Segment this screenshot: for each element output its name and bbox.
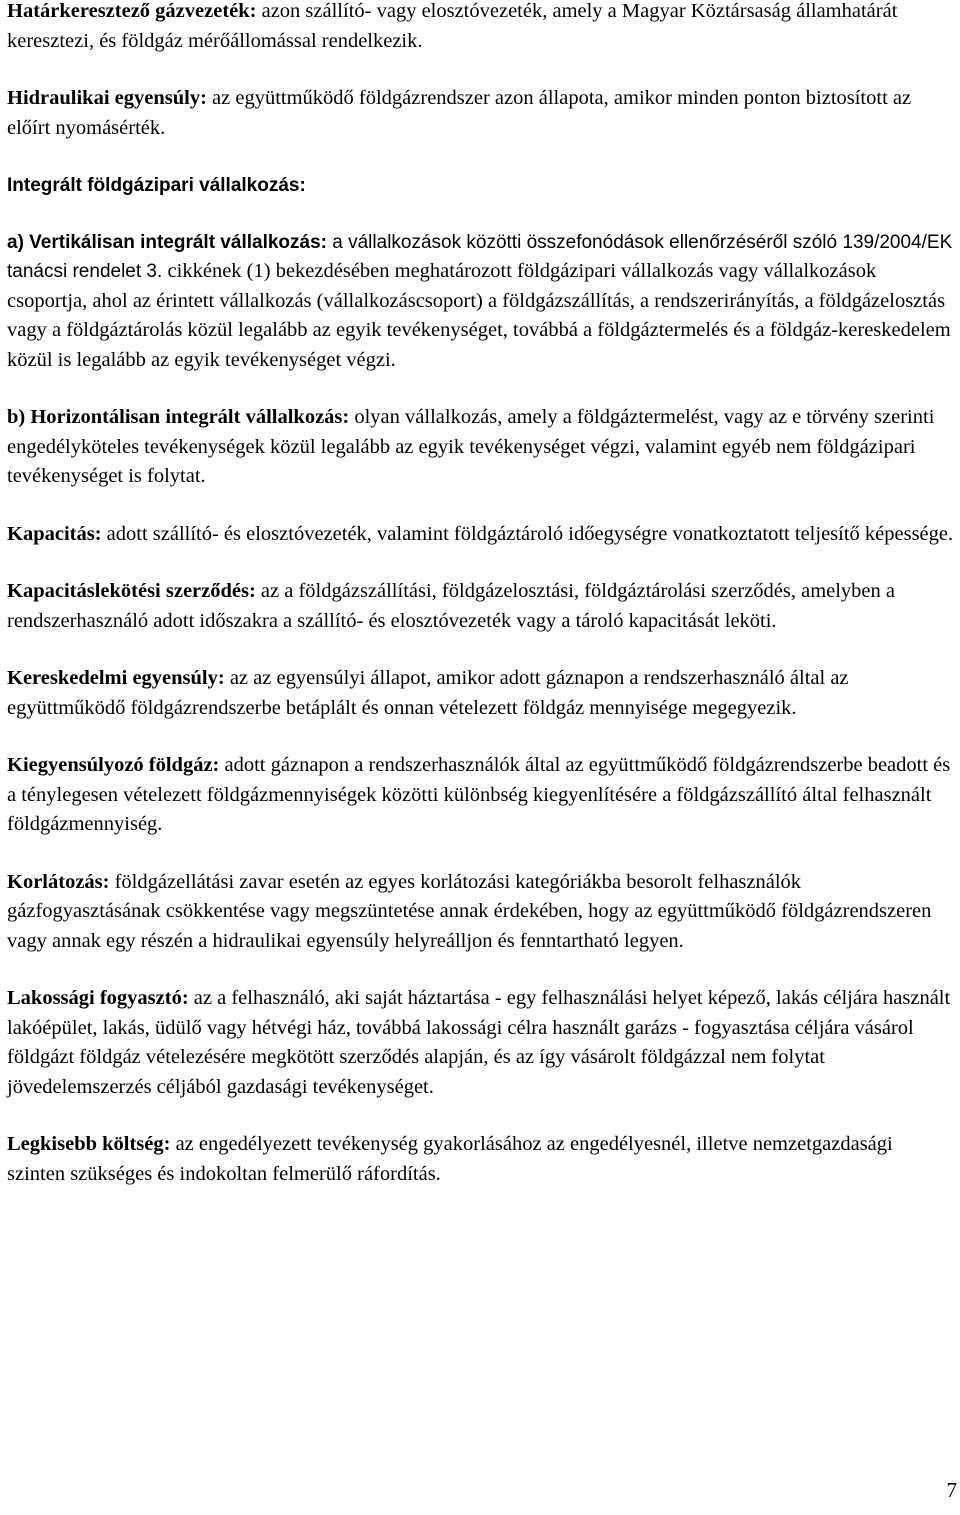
subdefinition-a — [7, 228, 955, 376]
document-page — [7, 0, 955, 1217]
section-heading — [7, 171, 955, 201]
definition-lakossagi-fogyaszto — [7, 984, 955, 1102]
definition-kapacitaslekotesi-szerzodes — [7, 577, 955, 636]
definition-text: földgázellátási zavar esetén az egyes korlátozási kategóriákba besorolt felhasználók gázfogyasztásának csökkentése vagy megszüntetése annak érdekében, hogy az együttműködő földgázrendszeren vagy annak egy részén a hidraulikai egyensúly helyreálljon és fenntartható legyen. — [7, 870, 932, 952]
definition-text: adott gáznapon a rendszerhasználók által az együttműködő földgázrendszerbe beadott és a ténylegesen vételezett földgázmennyiségek közötti különbség kiegyenlítésére a földgázszállító által felhasznált földgázmennyiség. — [7, 754, 951, 835]
definition-paragraph — [7, 84, 955, 143]
definition-text: az engedélyezett tevékenység gyakorlásához az engedélyesnél, illetve nemzetgazdasági szinten szükséges és indokoltan felmerülő ráfordítás. — [7, 1133, 893, 1185]
definition-integralt-foldgazipari-vallalkozas — [7, 171, 955, 375]
page-number: 7 — [946, 1478, 957, 1502]
definition-term: Kereskedelmi egyensúly: — [7, 667, 225, 689]
subdefinition-text: olyan vállalkozás, amely a földgáztermelést, vagy az e törvény szerinti engedélyköteles tevékenységek közül legalább az egyik tevékenységet végzi, valamint egyéb nem földgázipari tevékenységet is folytat. — [7, 406, 935, 487]
definition-text: azon szállító- vagy elosztóvezeték, amely a Magyar Köztársaság államhatárát keresztezi, és földgáz mérőállomással rendelkezik. — [7, 0, 898, 52]
subdefinition-b — [7, 403, 955, 492]
definition-term: Kapacitáslekötési szerződés: — [7, 580, 256, 602]
definition-korlatozas — [7, 868, 955, 957]
definition-term: Integrált földgázipari vállalkozás: — [7, 175, 306, 196]
definition-hatarkereszto-gazvezetek — [7, 0, 955, 56]
definition-text: az az egyensúlyi állapot, amikor adott gáznapon a rendszerhasználó által az együttműködő földgázrendszerbe betáplált és onnan vételezett földgáz mennyisége megegyezik. — [7, 667, 849, 719]
definition-term: Lakossági fogyasztó: — [7, 987, 189, 1009]
definition-term: Legkisebb költség: — [7, 1133, 171, 1155]
subdefinition-term: a) Vertikálisan integrált vállalkozás: — [7, 231, 327, 253]
definition-kereskedelmi-egyensuly — [7, 664, 955, 723]
definition-text: az együttműködő földgázrendszer azon állapota, amikor minden ponton biztosított az előírt nyomásérték. — [7, 87, 912, 139]
definition-paragraph — [7, 664, 955, 723]
definition-term: Kiegyensúlyozó földgáz: — [7, 754, 220, 776]
definition-text: adott szállító- és elosztóvezeték, valamint földgáztároló időegységre vonatkoztatott teljesítő képessége. — [106, 522, 954, 545]
definition-term: Korlátozás: — [7, 870, 110, 893]
definition-paragraph — [7, 577, 955, 636]
definition-legkisebb-koltseg — [7, 1130, 955, 1189]
definition-horizontalisan-integralt — [7, 403, 955, 492]
definition-paragraph — [7, 1130, 955, 1189]
definition-kiegyensulyozo-foldgaz — [7, 751, 955, 840]
definition-paragraph — [7, 984, 955, 1102]
definition-kapacitas — [7, 520, 955, 550]
definition-paragraph — [7, 520, 955, 550]
definition-term: Hidraulikai egyensúly: — [7, 87, 207, 109]
definition-hidraulikai-egyensuly — [7, 84, 955, 143]
definition-text: az a felhasználó, aki saját háztartása - egy felhasználási helyet képező, lakás céljára használt lakóépület, lakás, üdülő vagy hétvégi ház, továbbá lakossági célra használt garázs - fogyasztása céljára vásárol földgázt földgáz vételezésére megkötött szerződés alapján, és az így vásárolt földgázzal nem folytat jövedelemszerzés céljából gazdasági tevékenységet. — [7, 987, 951, 1098]
definition-paragraph — [7, 0, 955, 56]
subdefinition-term: b) Horizontálisan integrált vállalkozás: — [7, 406, 350, 428]
definition-paragraph — [7, 751, 955, 840]
definition-term: Kapacitás: — [7, 522, 102, 545]
definition-term: Határkeresztező gázvezeték: — [7, 0, 257, 22]
definition-text: az a földgázszállítási, földgázelosztási, földgáztárolási szerződés, amelyben a rendszerhasználó adott időszakra a szállító- és elosztóvezeték vagy a tároló kapacitását leköti. — [7, 580, 896, 632]
subdefinition-text-serif: cikkének (1) bekezdésében meghatározott földgázipari vállalkozás vagy vállalkozások csoportja, ahol az érintett vállalkozás (vállalkozáscsoport) a földgázszállítás, a rendszerirányítás, a földgázelosztás vagy a földgáztárolás közül legalább az egyik tevékenységet, továbbá a földgáztermelés és a földgáz-kereskedelem közül is legalább az egyik tevékenységet végzi. — [7, 260, 951, 371]
definition-paragraph — [7, 868, 955, 957]
subdefinition-text-sans: a vállalkozások közötti összefonódások ellenőrzéséről szóló 139/2004/EK tanácsi rendelet 3. — [7, 231, 953, 282]
